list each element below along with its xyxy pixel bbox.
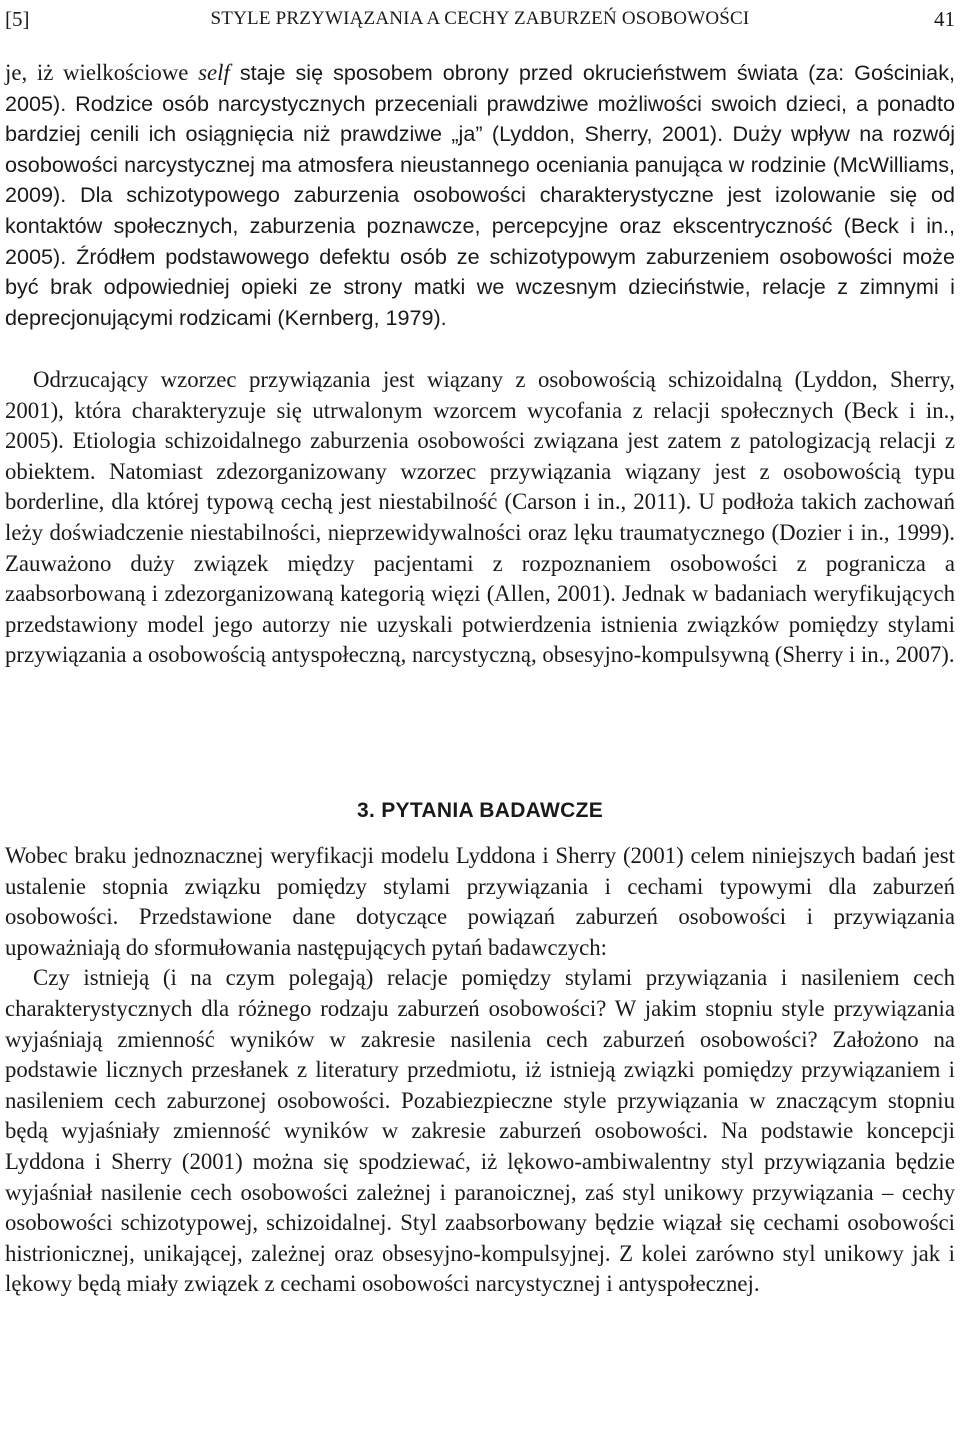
running-title: STYLE PRZYWIĄZANIA A CECHY ZABURZEŃ OSOBOWOŚCI bbox=[210, 8, 750, 29]
section-paragraph-1: Wobec braku jednoznacznej weryfikacji modelu Lyddona i Sherry (2001) celem niniejszych badań jest ustalenie stopnia związku pomiędzy stylami przywiązania i cechami typowymi dla zaburzeń osobowości. Przedstawione dane dotyczące powiązań zaburzeń osobowości i przywiązania upoważniają do sformułowania następujących pytań badawczych: bbox=[5, 843, 955, 960]
section-number: [5] bbox=[5, 7, 30, 31]
self-term: self bbox=[198, 60, 230, 85]
section-paragraph-2: Czy istnieją (i na czym polegają) relacje pomiędzy stylami przywiązania i nasileniem cech charakterystycznych dla różnego rodzaju zaburzeń osobowości? W jakim stopniu style przywiązania wyjaśniają zmienność wyników w zakresie nasilenia cech zaburzeń osobowości? Założono na podstawie licznych przesłanek z literatury przedmiotu, iż istnieją związki pomiędzy przywiązaniem i nasileniem cech zaburzonej osobowości. Pozabiezpieczne style przywiązania w znaczącym stopniu będą wyjaśniały zmienność wyników w zakresie zaburzeń osobowości. Na podstawie koncepcji Lyddona i Sherry (2001) można się spodziewać, iż lękowo-ambiwalentny styl przywiązania będzie wyjaśniał nasilenie cech osobowości zależnej i paranoicznej, zaś styl unikowy przywiązania – cechy osobowości schizotypowej, schizoidalnej. Styl zaabsorbowany będzie wiązał się cechami osobowości histrionicznej, unikającej, zależnej oraz obsesyjno-kompulsyjnej. Z kolei zarówno styl unikowy jak i lękowy będą miały związek z cechami osobowości narcystycznej i antyspołecznej. bbox=[5, 965, 955, 1297]
section-heading: 3. PYTANIA BADAWCZE bbox=[356, 799, 604, 822]
paragraph-1-prefix: je, iż wielkościowe bbox=[5, 60, 199, 85]
section-body bbox=[5, 841, 955, 1300]
body-paragraph-2: Odrzucający wzorzec przywiązania jest wiązany z osobowością schizoidalną (Lyddon, Sherry, 2001), która charakteryzuje się utrwalonym wzorcem wycofania z relacji społecznych (Beck i in., 2005). Etiologia schizoidalnego zaburzenia osobowości związana jest zatem z patologizacją relacji z obiektem. Natomiast zdezorganizowany wzorzec przywiązania wiązany jest z osobowością typu borderline, dla której typową cechą jest niestabilność (Carson i in., 2011). U podłoża takich zachowań leży doświadczenie niestabilności, nieprzewidywalności oraz lęku traumatycznego (Dozier i in., 1999). Zauważono duży związek między pacjentami z rozpoznaniem osobowości z pogranicza a zaabsorbowaną i zdezorganizowaną kategorią więzi (Allen, 2001). Jednak w badaniach weryfikujących przedstawiony model jego autorzy nie uzyskali potwierdzenia istnienia związków pomiędzy stylami przywiązania a osobowością antyspołeczną, narcystyczną, obsesyjno-kompulsywną (Sherry i in., 2007). bbox=[5, 367, 955, 668]
page-number: 41 bbox=[934, 7, 955, 31]
body-paragraph-1 bbox=[5, 58, 955, 333]
running-head bbox=[5, 4, 955, 34]
page bbox=[5, 0, 955, 1434]
paragraph-1-text: staje się sposobem obrony przed okrucieństwem świata (za: Gościniak, 2005). Rodzice osób narcystycznych przeceniali prawdziwe możliwości swoich dzieci, a ponadto bardziej cenili ich osiągnięcia niż prawdziwe „ja” (Lyddon, Sherry, 2001). Duży wpływ na rozwój osobowości narcystycznej ma atmosfera nieustannego oceniania panująca w rodzinie (McWilliams, 2009). Dla schizotypowego zaburzenia osobowości charakterystyczne jest izolowanie się od kontaktów społecznych, zaburzenia poznawcze, percepcyjne oraz ekscentryczność (Beck i in., 2005). Źródłem podstawowego defektu osób ze schizotypowym zaburzeniem osobowości może być brak odpowiedniej opieki ze strony matki we wczesnym dzieciństwie, relacje z zimnymi i deprecjonującymi rodzicami (Kernberg, 1979). bbox=[5, 60, 955, 330]
